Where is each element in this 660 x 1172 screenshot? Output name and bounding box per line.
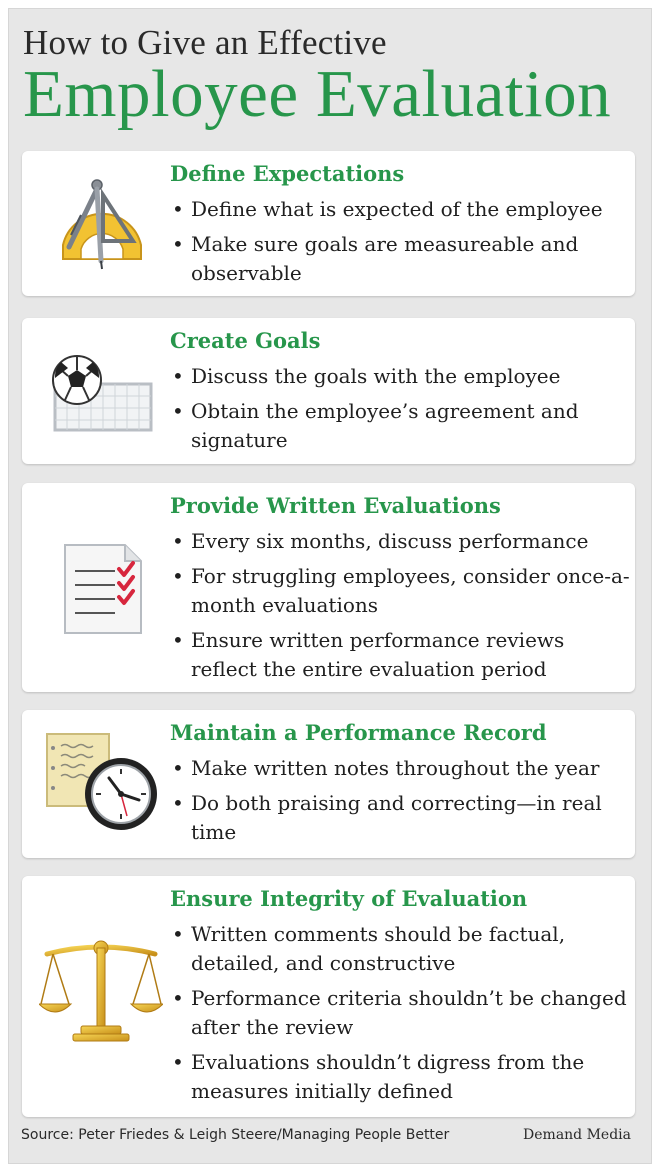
bullet-list [170, 754, 630, 853]
section-define-expectations [22, 151, 635, 296]
list-item: • Written comments should be factual, detailed, and constructive [170, 920, 630, 978]
section-ensure-integrity [22, 876, 635, 1117]
section-create-goals [22, 318, 635, 464]
notes-and-clock-icon [36, 732, 166, 832]
list-item: • Make written notes throughout the year [170, 754, 630, 783]
bullet-list [170, 920, 630, 1112]
section-heading: Define Expectations [170, 161, 405, 186]
section-heading: Maintain a Performance Record [170, 720, 547, 745]
list-item: • Discuss the goals with the employee [170, 362, 630, 391]
list-item: • Define what is expected of the employee [170, 195, 630, 224]
section-heading: Create Goals [170, 328, 321, 353]
bullet-list [170, 362, 630, 461]
bullet-list [170, 195, 630, 294]
infographic-panel [8, 8, 652, 1164]
soccer-goal-icon [36, 340, 166, 440]
list-item: • For struggling employees, consider once-a-month evaluations [170, 562, 630, 620]
list-item: • Performance criteria shouldn’t be changed after the review [170, 984, 630, 1042]
list-item: • Do both praising and correcting—in real time [170, 789, 630, 847]
list-item: • Evaluations shouldn’t digress from the measures initially defined [170, 1048, 630, 1106]
section-heading: Provide Written Evaluations [170, 493, 501, 518]
drafting-tools-icon [36, 173, 166, 273]
section-heading: Ensure Integrity of Evaluation [170, 886, 528, 911]
source-credit: Source: Peter Friedes & Leigh Steere/Managing People Better [21, 1127, 450, 1143]
section-maintain-performance-record [22, 710, 635, 858]
list-item: • Every six months, discuss performance [170, 527, 630, 556]
title-line-1: How to Give an Effective [23, 23, 387, 62]
list-item: • Obtain the employee’s agreement and signature [170, 397, 630, 455]
balance-scale-icon [36, 934, 166, 1044]
bullet-list [170, 527, 630, 690]
title-line-2: Employee Evaluation [23, 57, 612, 131]
checklist-document-icon [36, 539, 166, 639]
list-item: • Make sure goals are measureable and observable [170, 230, 630, 288]
brand-credit: Demand Media [523, 1127, 631, 1143]
list-item: • Ensure written performance reviews reflect the entire evaluation period [170, 626, 630, 684]
section-provide-written-evaluations [22, 483, 635, 692]
